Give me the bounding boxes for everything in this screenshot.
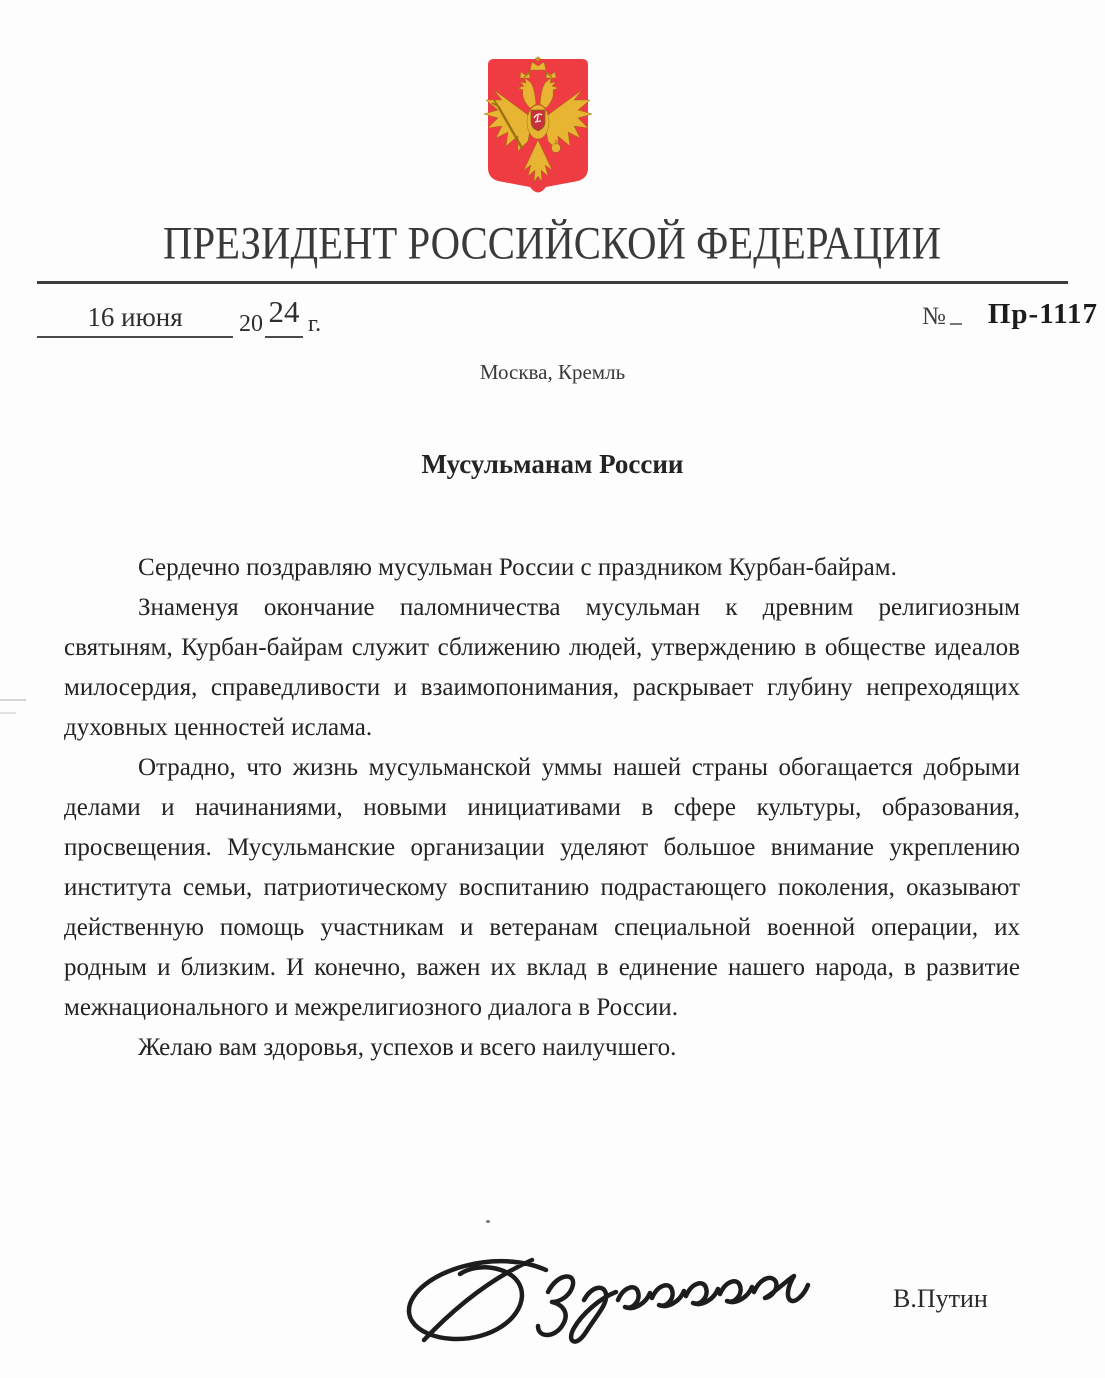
document-number: Пр-1117 (987, 298, 1099, 330)
scan-speck (486, 1220, 490, 1223)
letterhead (0, 220, 1105, 268)
salutation: Мусульманам России (421, 449, 684, 479)
letter-body (64, 548, 1020, 1068)
letterhead-title: ПРЕЗИДЕНТ РОССИЙСКОЙ ФЕДЕРАЦИИ (163, 218, 942, 270)
body-paragraph: Знаменуя окончание паломничества мусульман к древним религиозным святыням, Курбан-байрам служит сближению людей, утверждению в обществе идеалов милосердия, справедливости и взаимопонимания, раскрывает глубину непреходящих духовных ценностей ислама. (64, 594, 1020, 741)
number-sign-label: № (922, 303, 946, 330)
number-underscore (950, 323, 962, 325)
chest-shield (531, 110, 545, 131)
date-line (37, 294, 321, 338)
place-line: Москва, Кремль (479, 360, 626, 384)
date-year: 24 (265, 294, 303, 338)
body-paragraph: Отрадно, что жизнь мусульманской уммы нашей страны обогащается добрыми делами и начинаниями, новыми инициативами в сфере культуры, образования, просвещения. Мусульманские организации уделяют большое внимание укреплению института семьи, патриотическому воспитанию подрастающего поколения, оказывают действенную помощь участникам и ветеранам специальной военной операции, их родным и близким. И конечно, важен их вклад в единение нашего народа, в развитие межнационального и межрелигиозного диалога в России. (64, 754, 1020, 1021)
body-paragraph: Сердечно поздравляю мусульман России с праздником Курбан-байрам. (138, 554, 897, 581)
handwritten-signature (398, 1248, 818, 1348)
signatory-name: В.Путин (893, 1284, 988, 1313)
date-day-month: 16 июня (37, 302, 233, 338)
document-number-line (922, 298, 1098, 331)
scan-artifact (0, 712, 16, 714)
russia-coat-of-arms-icon (478, 56, 598, 199)
date-suffix: г. (308, 311, 322, 337)
scan-artifact (0, 699, 26, 701)
letterhead-rule (37, 281, 1068, 284)
body-paragraph: Желаю вам здоровья, успехов и всего наилучшего. (138, 1034, 677, 1061)
date-century: 20 (239, 311, 263, 337)
